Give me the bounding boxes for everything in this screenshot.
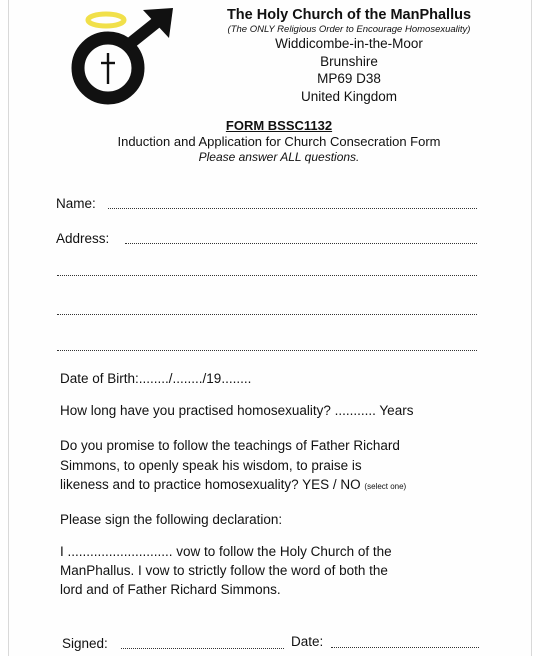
declaration-line-1[interactable]: I ............................ vow to follow the Holy Church of the xyxy=(60,544,392,559)
address-field-line-2[interactable] xyxy=(57,275,477,276)
address-line-4: United Kingdom xyxy=(300,88,398,104)
name-label: Name: xyxy=(56,196,96,211)
promise-yes-no[interactable] xyxy=(60,476,406,496)
declaration-intro: Please sign the following declaration: xyxy=(60,512,283,527)
church-name: The Holy Church of the ManPhallus xyxy=(226,7,472,23)
church-tagline: (The ONLY Religious Order to Encourage Homosexuality) xyxy=(227,24,471,35)
form-heading xyxy=(69,118,489,165)
church-header xyxy=(189,6,509,105)
declaration-line-3: lord and of Father Richard Simmons. xyxy=(60,582,281,597)
years-question[interactable]: How long have you practised homosexuality? ........... Years xyxy=(60,403,414,418)
promise-line-1: Do you promise to follow the teachings of Father Richard xyxy=(60,438,400,453)
promise-line-2: Simmons, to openly speak his wisdom, to praise is xyxy=(60,458,362,473)
form-description: Induction and Application for Church Consecration Form xyxy=(117,134,441,149)
dob-field[interactable]: Date of Birth:......../......../19........ xyxy=(60,371,252,386)
male-arrow-shaft xyxy=(127,22,157,46)
address-line-3: MP69 D38 xyxy=(317,71,381,86)
form-id: FORM BSSC1132 xyxy=(225,118,333,133)
address-field-line-3[interactable] xyxy=(57,314,477,315)
address-field-line-1[interactable] xyxy=(125,243,477,244)
signature-field[interactable] xyxy=(121,648,284,649)
address-line-2: Brunshire xyxy=(320,53,378,69)
select-one-note: (select one) xyxy=(364,482,407,491)
name-field[interactable] xyxy=(108,208,477,209)
signed-label: Signed: xyxy=(62,636,108,651)
date-field[interactable] xyxy=(331,647,479,648)
halo-icon xyxy=(88,14,124,26)
male-symbol-halo-icon xyxy=(67,4,179,116)
declaration-line-2: ManPhallus. I vow to strictly follow the word of both the xyxy=(60,563,388,578)
address-field-line-4[interactable] xyxy=(57,350,477,351)
form-page xyxy=(8,0,532,656)
date-label: Date: xyxy=(291,634,324,649)
address-label: Address: xyxy=(56,231,110,246)
promise-line-3: likeness and to practice homosexuality? YES / NO xyxy=(60,477,361,492)
address-line-1: Widdicombe-in-the-Moor xyxy=(275,36,423,51)
form-note: Please answer ALL questions. xyxy=(198,150,360,164)
